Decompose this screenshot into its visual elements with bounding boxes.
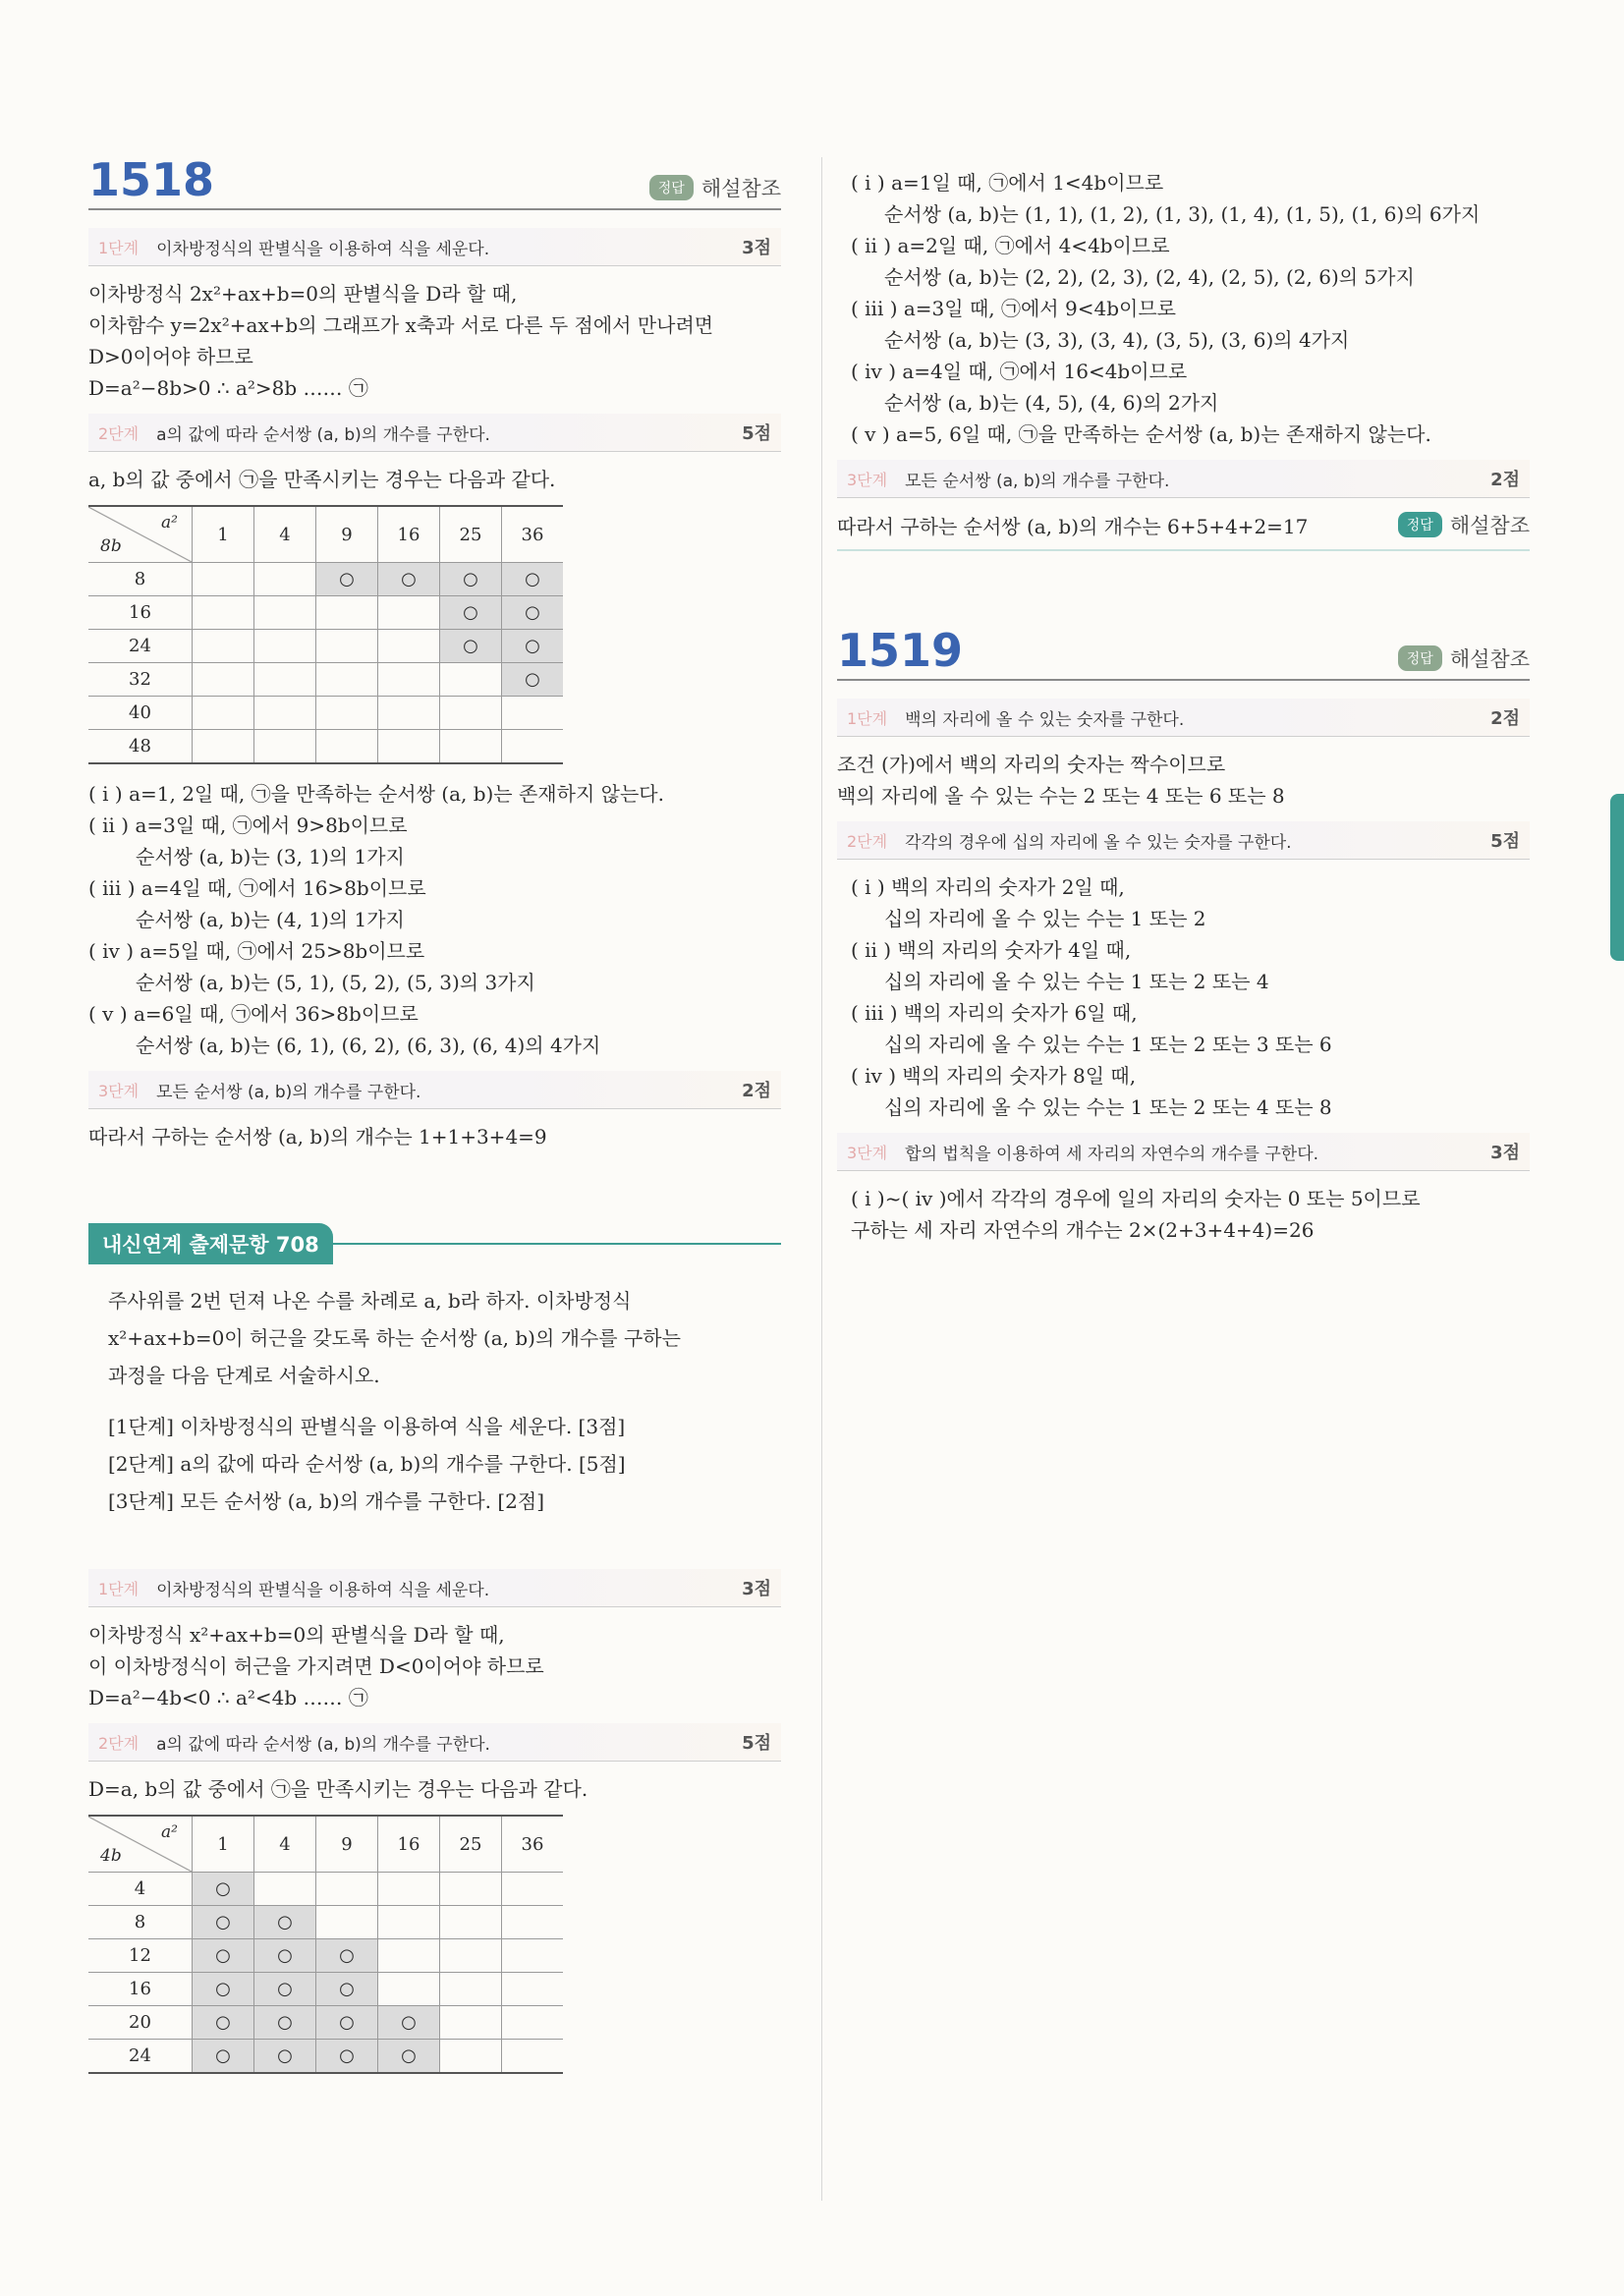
step-header-1 [88,228,781,266]
column-header: 36 [502,1816,564,1873]
prompt-line: 과정을 다음 단계로 서술하시오. [108,1364,380,1387]
row-header: 32 [88,663,193,697]
related-problem-prompt [88,1282,781,1520]
table-cell: ○ [193,1906,254,1939]
column-header: 1 [193,1816,254,1873]
case-result: 십의 자리에 올 수 있는 수는 1 또는 2 [884,907,1206,930]
case-result: 순서쌍 (a, b)는 (1, 1), (1, 2), (1, 3), (1, 4), (1, 5), (1, 6)의 6가지 [884,202,1481,226]
corner-row-label: 8b [100,536,122,556]
table-corner-cell [88,1816,193,1873]
table-cell: ○ [502,596,564,630]
case-line: ( ii ) a=3일 때, ㉠에서 9>8b이므로 [88,813,408,837]
answer-tag: 정답 [1398,512,1442,537]
table-cell [193,697,254,730]
table-cell [316,697,378,730]
step-header-3 [837,460,1530,498]
answer-text: 해설참조 [1449,514,1530,537]
case-line: ( ii ) 백의 자리의 숫자가 4일 때, [851,938,1132,962]
table-cell [502,697,564,730]
table-cell: ○ [316,2040,378,2074]
step-points: 5점 [742,1733,771,1754]
case-result: 순서쌍 (a, b)는 (4, 1)의 1가지 [136,908,405,931]
table-cell: ○ [378,2040,440,2074]
final-text: 따라서 구하는 순서쌍 (a, b)의 개수는 6+5+4+2=17 [837,514,1309,538]
table-cell [254,630,316,663]
step-label: 1단계 [98,238,140,257]
case-line: ( iii ) a=4일 때, ㉠에서 16>8b이므로 [88,876,426,900]
step-title: 합의 법칙을 이용하여 세 자리의 자연수의 개수를 구한다. [905,1144,1319,1164]
table-row [88,1906,563,1939]
table-cell: ○ [316,563,378,596]
case-line: ( iv ) a=5일 때, ㉠에서 25>8b이므로 [88,939,425,963]
table-cell: ○ [502,630,564,663]
table-cell: ○ [502,663,564,697]
text-line: D=a²−4b<0 ∴ a²<4b …… ㉠ [88,1686,368,1709]
row-header: 8 [88,563,193,596]
step-label: 1단계 [98,1579,140,1598]
step-points: 2점 [1490,470,1520,490]
table-cell [502,1939,564,1973]
table-cell: ○ [193,1939,254,1973]
table-cell [254,1873,316,1906]
case-result: 순서쌍 (a, b)는 (2, 2), (2, 3), (2, 4), (2, 5), (2, 6)의 5가지 [884,265,1415,289]
text-line: a, b의 값 중에서 ㉠을 만족시키는 경우는 다음과 같다. [88,468,556,491]
case-line: ( iii ) a=3일 때, ㉠에서 9<4b이므로 [851,297,1176,320]
row-header: 16 [88,1973,193,2006]
case-line: ( v ) a=5, 6일 때, ㉠을 만족하는 순서쌍 (a, b)는 존재하지 않는다. [851,422,1431,446]
banner-rule [333,1243,781,1245]
step-label: 2단계 [98,423,140,443]
step-label: 1단계 [847,708,888,728]
text-line: 이차방정식 x²+ax+b=0의 판별식을 D라 할 때, [88,1623,505,1647]
table-row [88,1873,563,1906]
table-cell: ○ [316,1973,378,2006]
case-line: ( iv ) 백의 자리의 숫자가 8일 때, [851,1064,1137,1088]
table-cell [193,563,254,596]
case-line: ( i ) a=1, 2일 때, ㉠을 만족하는 순서쌍 (a, b)는 존재하지 않는다. [88,782,664,806]
step-header-3 [88,1071,781,1109]
table-cell: ○ [193,2006,254,2040]
table-cell [316,630,378,663]
table-cell [254,663,316,697]
case-result: 순서쌍 (a, b)는 (5, 1), (5, 2), (5, 3)의 3가지 [136,971,535,994]
table-cell: ○ [254,1939,316,1973]
answer-ref [1398,644,1530,673]
case-table [88,505,563,764]
prompt-line: 주사위를 2번 던져 나온 수를 차례로 a, b라 하자. 이차방정식 [108,1289,632,1313]
step-title: 백의 자리에 올 수 있는 숫자를 구한다. [905,709,1185,730]
text-line: 조건 (가)에서 백의 자리의 숫자는 짝수이므로 [837,753,1226,776]
step-points: 2점 [742,1081,771,1101]
step-header-1 [837,699,1530,737]
text-line: 이차방정식 2x²+ax+b=0의 판별식을 D라 할 때, [88,282,518,306]
step-title: a의 값에 따라 순서쌍 (a, b)의 개수를 구한다. [156,424,490,445]
case-result: 순서쌍 (a, b)는 (6, 1), (6, 2), (6, 3), (6, 4)의 4가지 [136,1034,601,1057]
table-row [88,663,563,697]
table-cell: ○ [440,596,502,630]
table-cell: ○ [254,1973,316,2006]
column-divider [821,157,822,2201]
answer-text: 해설참조 [1449,647,1530,671]
table-cell [254,563,316,596]
table-cell [502,1973,564,2006]
table-cell [440,1939,502,1973]
table-cell: ○ [193,1873,254,1906]
step-title: 이차방정식의 판별식을 이용하여 식을 세운다. [156,239,490,259]
case-result: 십의 자리에 올 수 있는 수는 1 또는 2 또는 4 [884,970,1269,993]
table-cell: ○ [440,630,502,663]
step-points: 2점 [1490,708,1520,729]
table-row [88,630,563,663]
table-cell: ○ [193,1973,254,2006]
table-cell [378,1873,440,1906]
table-cell: ○ [502,563,564,596]
text-line: 이차함수 y=2x²+ax+b의 그래프가 x축과 서로 다른 두 점에서 만나려면 [88,313,714,337]
table-cell: ○ [316,1939,378,1973]
case-result: 순서쌍 (a, b)는 (3, 1)의 1가지 [136,845,405,868]
table-cell [316,730,378,764]
case-result: 십의 자리에 올 수 있는 수는 1 또는 2 또는 4 또는 8 [884,1095,1332,1119]
row-header: 48 [88,730,193,764]
step-points: 3점 [1490,1143,1520,1163]
case-line: ( iv ) a=4일 때, ㉠에서 16<4b이므로 [851,360,1188,383]
text-line: ( i )~( iv )에서 각각의 경우에 일의 자리의 숫자는 0 또는 5이므로 [851,1187,1421,1210]
text-line: D>0이어야 하므로 [88,345,253,368]
row-header: 12 [88,1939,193,1973]
left-column [88,153,781,2088]
table-header-row [88,1816,563,1873]
step-header-1 [88,1569,781,1607]
step-title: 모든 순서쌍 (a, b)의 개수를 구한다. [905,471,1170,491]
corner-column-label: a² [161,1822,178,1842]
answer-ref [649,173,781,202]
column-header: 4 [254,506,316,563]
case-table [88,1815,563,2074]
step-points: 3점 [742,238,771,258]
table-cell [378,596,440,630]
table-cell [254,730,316,764]
table-header-row [88,506,563,563]
table-cell: ○ [316,2006,378,2040]
step-header-3 [837,1133,1530,1171]
table-cell [193,730,254,764]
column-header: 36 [502,506,564,563]
step-label: 3단계 [98,1081,140,1100]
column-header: 1 [193,506,254,563]
prompt-step: [3단계] 모든 순서쌍 (a, b)의 개수를 구한다. [2점] [108,1489,545,1513]
table-cell [378,730,440,764]
step-title: 각각의 경우에 십의 자리에 올 수 있는 숫자를 구한다. [905,832,1292,853]
table-cell: ○ [378,563,440,596]
case-line: ( v ) a=6일 때, ㉠에서 36>8b이므로 [88,1002,419,1026]
row-header: 16 [88,596,193,630]
banner-title: 내신연계 출제문항 708 [88,1223,333,1264]
column-header: 25 [440,1816,502,1873]
table-cell [440,730,502,764]
table-cell [316,1906,378,1939]
column-header: 16 [378,1816,440,1873]
corner-column-label: a² [161,513,178,532]
problem-header-1519 [837,624,1530,681]
answer-ref [1398,510,1530,539]
table-cell [440,1873,502,1906]
table-cell [440,1906,502,1939]
section-side-tab [1610,794,1624,961]
step-header-2 [88,1723,781,1762]
answer-tag: 정답 [649,175,694,200]
table-cell [440,1973,502,2006]
table-cell [378,697,440,730]
text-line: 백의 자리에 올 수 있는 수는 2 또는 4 또는 6 또는 8 [837,784,1285,808]
table-cell [502,2040,564,2074]
prompt-step: [1단계] 이차방정식의 판별식을 이용하여 식을 세운다. [3점] [108,1415,626,1438]
table-row [88,2006,563,2040]
right-column [837,167,1530,1246]
step-title: a의 값에 따라 순서쌍 (a, b)의 개수를 구한다. [156,1734,490,1755]
case-result: 십의 자리에 올 수 있는 수는 1 또는 2 또는 3 또는 6 [884,1033,1332,1056]
column-header: 16 [378,506,440,563]
step-header-2 [88,414,781,452]
table-cell: ○ [440,563,502,596]
table-cell [440,2040,502,2074]
table-cell [502,1906,564,1939]
table-cell [440,2006,502,2040]
final-answer-line [837,510,1530,551]
problem-number: 1518 [88,153,215,206]
table-cell [378,663,440,697]
row-header: 40 [88,697,193,730]
table-cell [254,697,316,730]
table-cell [316,663,378,697]
table-cell [502,2006,564,2040]
table-row [88,1939,563,1973]
table-cell [193,663,254,697]
case-result: 순서쌍 (a, b)는 (3, 3), (3, 4), (3, 5), (3, 6)의 4가지 [884,328,1350,352]
related-problem-banner [88,1223,781,1264]
table-row [88,697,563,730]
text-line: 따라서 구하는 순서쌍 (a, b)의 개수는 1+1+3+4=9 [88,1125,547,1148]
answer-tag: 정답 [1398,645,1442,671]
table-cell: ○ [254,1906,316,1939]
table-cell [440,663,502,697]
table-cell [193,596,254,630]
prompt-step: [2단계] a의 값에 따라 순서쌍 (a, b)의 개수를 구한다. [5점] [108,1452,626,1476]
case-line: ( i ) 백의 자리의 숫자가 2일 때, [851,875,1125,899]
column-header: 9 [316,1816,378,1873]
table-cell [502,730,564,764]
case-line: ( i ) a=1일 때, ㉠에서 1<4b이므로 [851,171,1164,195]
step-title: 이차방정식의 판별식을 이용하여 식을 세운다. [156,1580,490,1600]
step-label: 3단계 [847,1143,888,1162]
table-row [88,1973,563,2006]
row-header: 20 [88,2006,193,2040]
step-label: 2단계 [98,1733,140,1753]
column-header: 4 [254,1816,316,1873]
step-title: 모든 순서쌍 (a, b)의 개수를 구한다. [156,1082,421,1102]
text-line: D=a²−8b>0 ∴ a²>8b …… ㉠ [88,376,368,400]
text-line: D=a, b의 값 중에서 ㉠을 만족시키는 경우는 다음과 같다. [88,1777,588,1801]
table-row [88,563,563,596]
table-cell: ○ [378,2006,440,2040]
column-header: 9 [316,506,378,563]
table-row [88,2040,563,2074]
row-header: 8 [88,1906,193,1939]
column-header: 25 [440,506,502,563]
table-cell [378,630,440,663]
table-cell: ○ [193,2040,254,2074]
corner-row-label: 4b [100,1846,122,1866]
row-header: 4 [88,1873,193,1906]
table-cell [378,1973,440,2006]
prompt-line: x²+ax+b=0이 허근을 갖도록 하는 순서쌍 (a, b)의 개수를 구하는 [108,1326,681,1350]
table-cell [502,1873,564,1906]
problem-header-1518 [88,153,781,210]
table-cell [254,596,316,630]
answer-text: 해설참조 [700,177,781,200]
case-line: ( ii ) a=2일 때, ㉠에서 4<4b이므로 [851,234,1170,257]
problem-number: 1519 [837,624,964,677]
table-cell [378,1906,440,1939]
step-points: 5점 [742,423,771,444]
step-label: 3단계 [847,470,888,489]
step-label: 2단계 [847,831,888,851]
table-cell [378,1939,440,1973]
table-row [88,596,563,630]
text-line: 이 이차방정식이 허근을 가지려면 D<0이어야 하므로 [88,1654,544,1678]
table-row [88,730,563,764]
table-cell [440,697,502,730]
table-corner-cell [88,506,193,563]
case-line: ( iii ) 백의 자리의 숫자가 6일 때, [851,1001,1138,1025]
table-cell [193,630,254,663]
row-header: 24 [88,2040,193,2074]
table-cell: ○ [254,2006,316,2040]
step-points: 5점 [1490,831,1520,852]
table-cell [316,596,378,630]
step-points: 3점 [742,1579,771,1599]
table-cell: ○ [254,2040,316,2074]
step-header-2 [837,821,1530,860]
row-header: 24 [88,630,193,663]
case-result: 순서쌍 (a, b)는 (4, 5), (4, 6)의 2가지 [884,391,1219,415]
text-line: 구하는 세 자리 자연수의 개수는 2×(2+3+4+4)=26 [851,1218,1315,1242]
table-cell [316,1873,378,1906]
